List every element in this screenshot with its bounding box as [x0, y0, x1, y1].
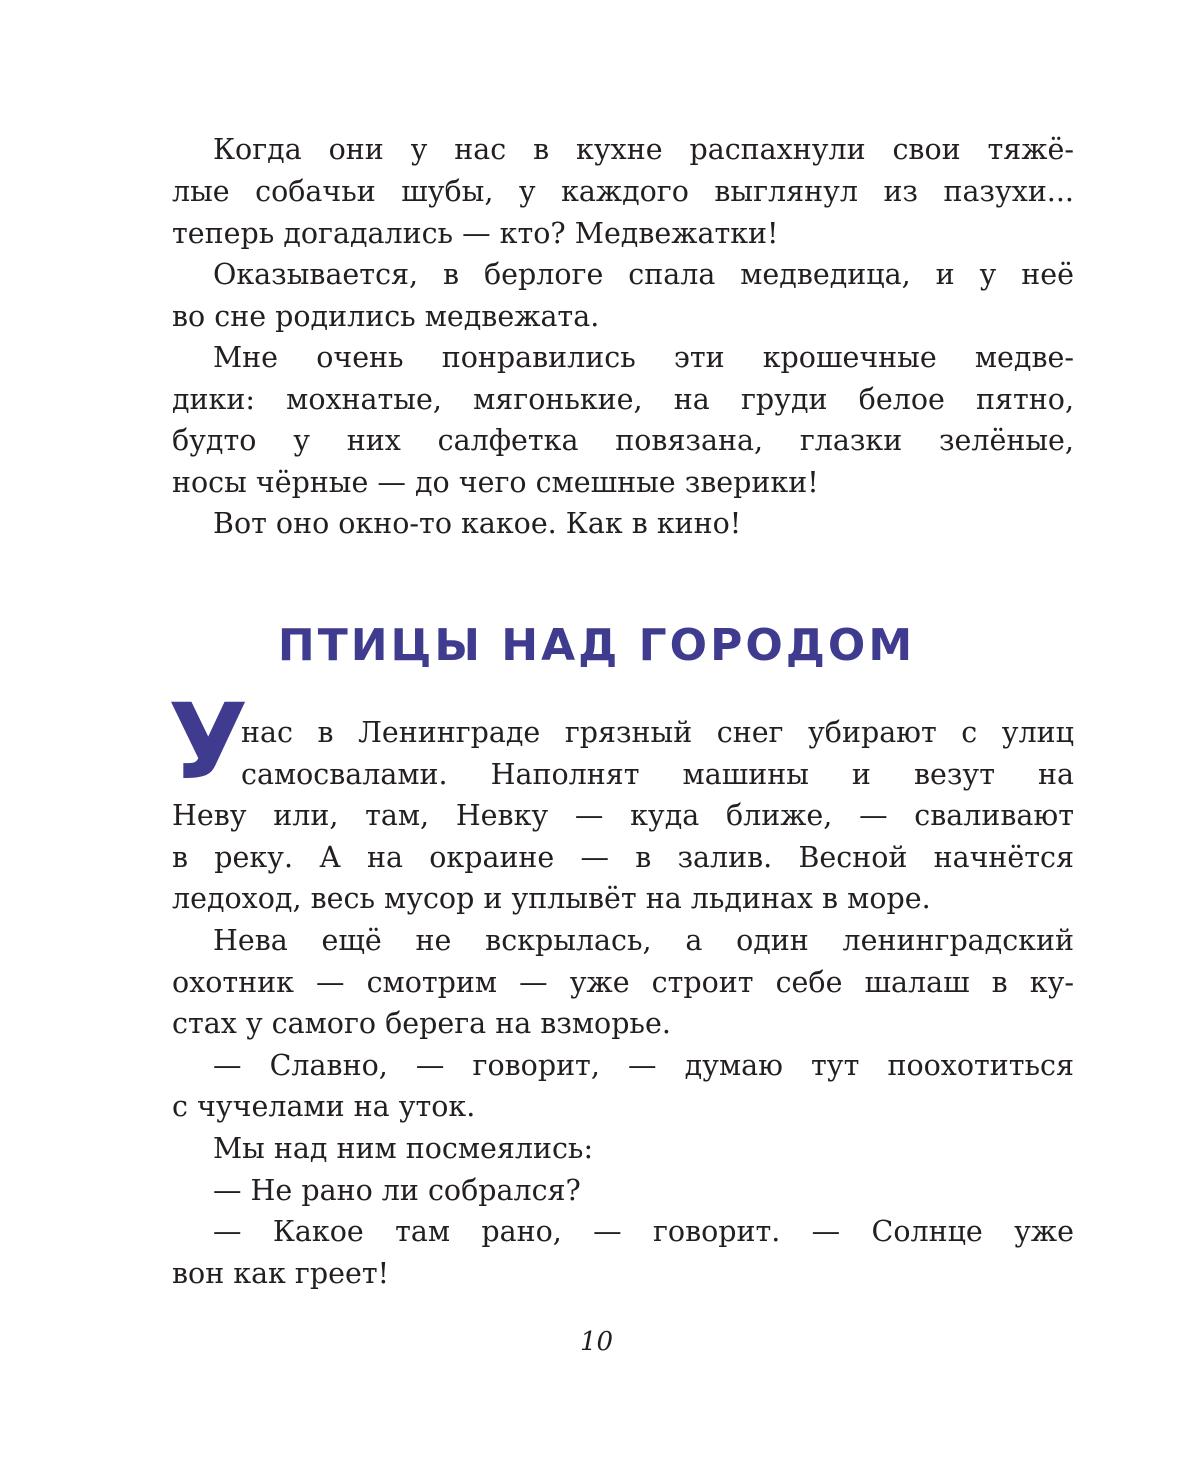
text-line: нас в Ленинграде грязный снег убирают с улиц [241, 716, 1074, 749]
text-line: ледоход, весь мусор и уплывёт на льдинах в море. [172, 882, 931, 915]
text-line: вон как греет! [172, 1257, 390, 1290]
text-line: Мы над ним посмеялись: [213, 1132, 594, 1165]
drop-cap: У [168, 681, 249, 803]
text-line: Оказывается, в берлоге спала медведица, и у неё [213, 258, 1074, 291]
text-line: будто у них салфетка повязана, глазки зелёные, [172, 424, 1074, 457]
text-line: Вот оно окно-то какое. Как в кино! [213, 507, 742, 540]
text-line: во сне родились медвежата. [172, 300, 600, 333]
text-line: Нева ещё не вскрылась, а один ленинградский [213, 924, 1074, 957]
text-line: Мне очень понравились эти крошечные медве- [213, 341, 1074, 374]
text-line: Неву или, там, Невку — куда ближе, — сваливают [172, 799, 1074, 832]
text-line: охотник — смотрим — уже строит себе шалаш в ку- [172, 966, 1074, 999]
text-line: самосвалами. Наполнят машины и везут на [241, 758, 1074, 791]
text-line: Когда они у нас в кухне распахнули свои тяжё- [213, 133, 1074, 166]
text-line: теперь догадались — кто? Медвежатки! [172, 217, 779, 250]
text-line: лые собачьи шубы, у каждого выглянул из пазухи... [172, 175, 1074, 208]
text-line: дики: мохнатые, мягонькие, на груди белое пятно, [172, 383, 1074, 416]
text-line: носы чёрные — до чего смешные зверики! [172, 466, 819, 499]
text-line: с чучелами на уток. [172, 1090, 476, 1123]
text-line: в реку. А на окраине — в залив. Весной начнётся [172, 841, 1074, 874]
text-line: стах у самого берега на взморье. [172, 1007, 671, 1040]
chapter-title: ПТИЦЫ НАД ГОРОДОМ [277, 620, 916, 671]
text-line: — Не рано ли собрался? [213, 1174, 581, 1207]
text-line: — Славно, — говорит, — думаю тут поохотиться [213, 1049, 1074, 1082]
page-number: 10 [579, 1327, 614, 1357]
text-line: — Какое там рано, — говорит. — Солнце уже [213, 1215, 1074, 1248]
